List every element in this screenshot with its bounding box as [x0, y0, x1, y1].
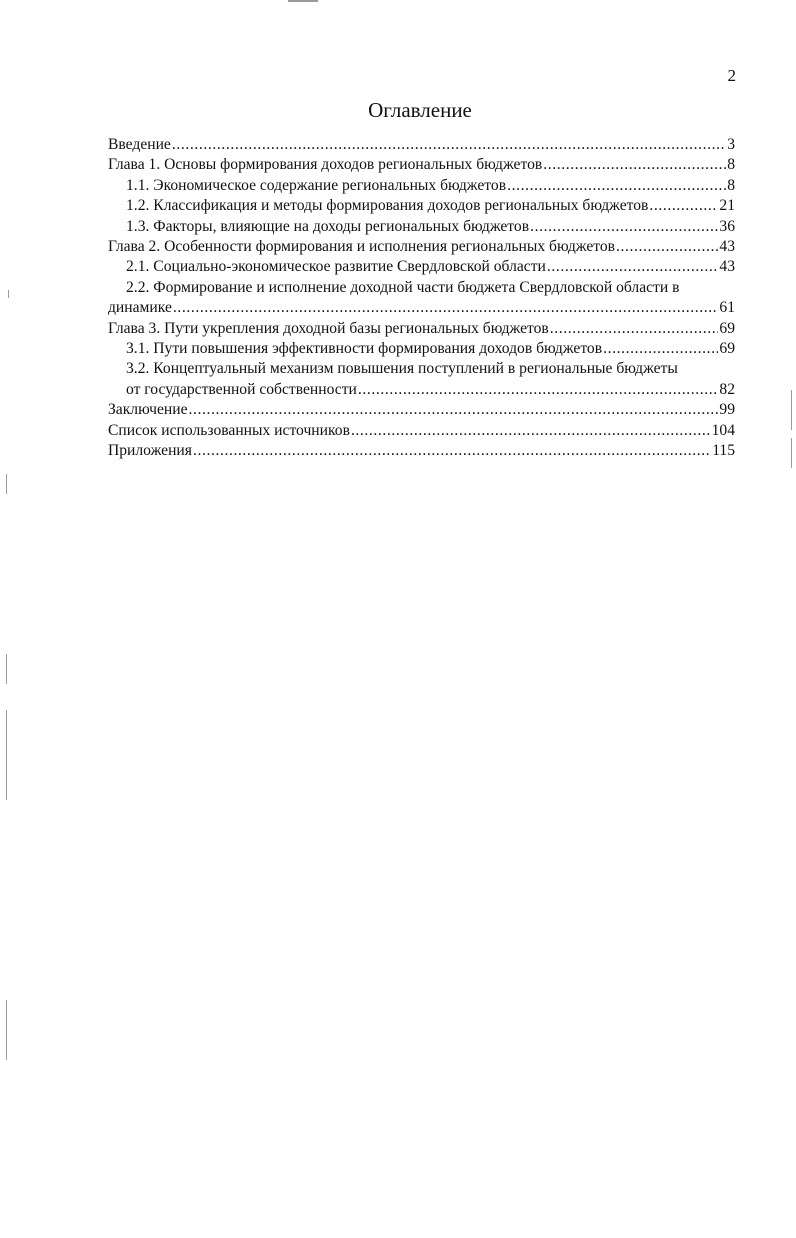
toc-entry-text-line1: 2.2. Формирование и исполнение доходной части бюджета Свердловской области в	[126, 278, 680, 296]
toc-entry-page: 43	[719, 238, 735, 256]
toc-entry-page: 3	[727, 136, 735, 153]
toc-entry-text-line2: от государственной собственности	[126, 380, 357, 398]
toc-entry-section-3-1[interactable]	[108, 339, 735, 359]
toc-entry-section-1-2[interactable]	[108, 196, 735, 216]
toc-entry-page: 104	[711, 421, 735, 439]
page-title: Оглавление	[368, 98, 472, 122]
toc-entry-text: Глава 3. Пути укрепления доходной базы региональных бюджетов	[108, 319, 549, 337]
toc-entry-section-2-1[interactable]	[108, 257, 735, 277]
toc-entry-chapter-3[interactable]	[108, 319, 735, 339]
scan-mark-left	[8, 290, 9, 298]
scan-mark-right	[791, 390, 792, 430]
toc-leader-dots	[189, 400, 719, 420]
toc-entry-text: 1.1. Экономическое содержание региональных бюджетов	[126, 176, 507, 194]
toc-leader-dots	[550, 319, 719, 339]
toc-leader-dots	[543, 155, 726, 175]
toc-entry-page: 8	[727, 176, 735, 194]
toc-entry-page: 99	[719, 401, 735, 419]
toc-entry-chapter-2[interactable]	[108, 237, 735, 257]
toc-leader-dots	[616, 237, 718, 257]
toc-entry-page: 69	[719, 340, 735, 358]
toc-entry-appendices[interactable]	[108, 441, 735, 461]
toc-leader-dots	[603, 339, 718, 359]
page-number: 2	[727, 66, 736, 85]
toc-entry-chapter-1[interactable]	[108, 155, 735, 175]
scan-mark-right	[791, 438, 792, 468]
toc-entry-page: 69	[719, 319, 735, 337]
toc-entry-text: 3.1. Пути повышения эффективности формирования доходов бюджетов	[126, 340, 603, 358]
toc-entry-page: 8	[727, 156, 735, 174]
toc-leader-dots	[530, 217, 718, 237]
toc-leader-dots	[351, 421, 711, 441]
toc-entry-text: 1.2. Классификация и методы формирования доходов региональных бюджетов	[126, 197, 649, 215]
toc-leader-dots	[507, 176, 726, 196]
toc-entry-text: Приложения	[108, 442, 192, 460]
toc-entry-references[interactable]	[108, 421, 735, 441]
scan-mark-top	[288, 0, 318, 2]
toc-leader-dots	[358, 380, 719, 400]
toc-entry-text: Глава 2. Особенности формирования и исполнения региональных бюджетов	[108, 238, 616, 256]
toc-entry-page: 115	[712, 442, 735, 460]
toc-leader-dots	[193, 441, 711, 461]
toc-entry-text: Заключение	[108, 401, 188, 419]
toc-entry-page: 43	[719, 258, 735, 276]
toc-entry-text: Введение	[108, 136, 171, 153]
toc-leader-dots	[172, 135, 726, 155]
toc-entry-text: 1.3. Факторы, влияющие на доходы региональных бюджетов	[126, 217, 530, 235]
toc-entry-text: Список использованных источников	[108, 421, 350, 439]
toc-entry-text: Глава 1. Основы формирования доходов региональных бюджетов	[108, 156, 543, 174]
toc-entry-page: 21	[719, 197, 735, 215]
toc-entry-page: 82	[719, 380, 735, 398]
scan-mark-left	[6, 654, 7, 684]
toc-entry-introduction[interactable]	[108, 135, 735, 155]
toc-entry-text-line2: динамике	[108, 299, 172, 317]
table-of-contents	[108, 135, 735, 462]
toc-entry-section-3-2[interactable]	[108, 359, 735, 400]
toc-entry-text-line1: 3.2. Концептуальный механизм повышения поступлений в региональные бюджеты	[126, 360, 678, 378]
scan-mark-left	[6, 474, 7, 494]
scan-mark-left	[6, 710, 7, 800]
toc-entry-page: 36	[719, 217, 735, 235]
toc-entry-section-1-1[interactable]	[108, 176, 735, 196]
scan-mark-left	[6, 1000, 7, 1060]
toc-entry-section-1-3[interactable]	[108, 217, 735, 237]
toc-entry-text: 2.1. Социально-экономическое развитие Свердловской области	[126, 258, 546, 276]
toc-entry-section-2-2[interactable]	[108, 278, 735, 319]
toc-entry-conclusion[interactable]	[108, 400, 735, 420]
toc-leader-dots	[649, 196, 718, 216]
toc-leader-dots	[173, 298, 719, 318]
toc-entry-page: 61	[719, 299, 735, 317]
toc-leader-dots	[547, 257, 719, 277]
